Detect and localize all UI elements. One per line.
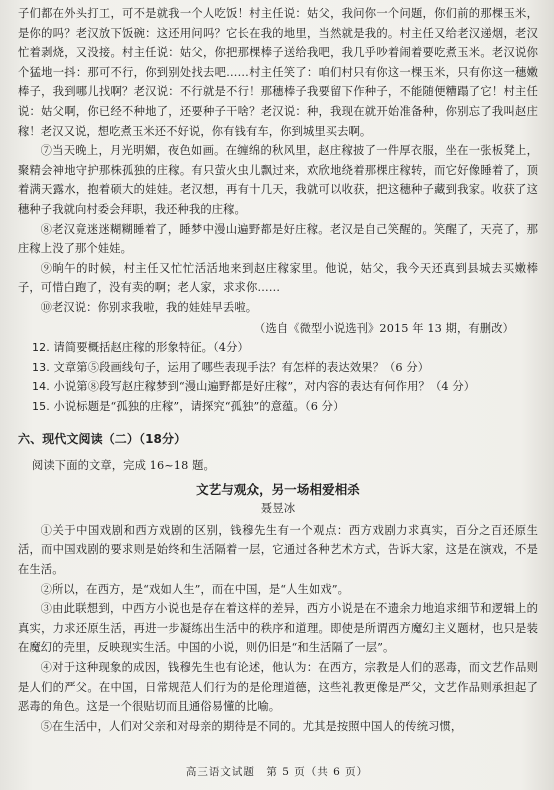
question-text: 请简要概括赵庄稼的形象特征。（4分） bbox=[53, 341, 249, 355]
story-paragraph-9: ⑨晌午的时候，村主任又忙忙活活地来到赵庄稼家里。他说，姑父，我今天还真到县城去买嫩棒子，可惜白跑了，没有卖的啊；老人家，求求你…… bbox=[18, 261, 538, 295]
story-paragraph-8: ⑧老汉竟迷迷糊糊睡着了，睡梦中漫山遍野都是好庄稼。老汉是自己笑醒的。笑醒了，天亮了，那庄稼上没了那个娃娃。 bbox=[18, 222, 538, 256]
question-number: 12. bbox=[32, 341, 50, 355]
question-text: 小说第⑧段写赵庄稼梦到“漫山遍野都是好庄稼”，对内容的表达有何作用？（4 分） bbox=[53, 380, 476, 394]
essay-paragraph-5: ⑤在生活中，人们对父亲和对母亲的期待是不同的。尤其是按照中国人的传统习惯， bbox=[40, 719, 463, 733]
page-content bbox=[18, 4, 538, 736]
essay-paragraph-3: ③由此联想到，中西方小说也是存在着这样的差异，西方小说是在不遗余力地追求细节和逻辑上的真实，力求还原生活，再进一步凝练出生活中的秩序和道理。即使是所谓西方魔幻主义题材，也只是装在魔幻的壳里，反映现实生活。中国的小说，则仍旧是“和生活隔了一层”。 bbox=[18, 602, 538, 655]
page-footer: 高三语文试题 第 5 页（共 6 页） bbox=[185, 766, 369, 778]
question-number: 13. bbox=[32, 360, 50, 374]
question-number: 14. bbox=[32, 380, 50, 394]
question-item bbox=[18, 377, 538, 397]
question-list bbox=[18, 338, 538, 416]
question-item bbox=[18, 358, 538, 378]
question-item bbox=[18, 397, 538, 417]
essay-paragraph-1: ①关于中国戏剧和西方戏剧的区别，钱穆先生有一个观点：西方戏剧力求真实，百分之百还原生活，而中国戏剧的要求则是始终和生活隔着一层，它通过各种艺术方式，告诉大家，这是在演戏，不是在生活。 bbox=[18, 523, 538, 577]
question-text: 文章第⑤段画线句子，运用了哪些表现手法？有怎样的表达效果？（6 分） bbox=[53, 360, 430, 374]
essay-author: 聂昱冰 bbox=[260, 501, 296, 516]
question-number: 15. bbox=[32, 399, 50, 413]
section-heading: 六、现代文阅读（二）（18分） bbox=[18, 432, 187, 447]
story-source: （选自《微型小说选刊》2015 年 13 期，有删改） bbox=[254, 321, 514, 335]
essay-paragraph-4: ④对于这种现象的成因，钱穆先生也有论述，他认为：在西方，宗教是人们的恶毒，而文艺作品则是人们的严父。在中国，日常规范人们行为的是伦理道德，这些礼教更像是严父，文艺作品则承担起了恶毒的角色。这是一个很贴切而且通俗易懂的比喻。 bbox=[18, 661, 538, 714]
essay-paragraph-2: ②所以，在西方，是“戏如人生”，而在中国，是“人生如戏”。 bbox=[40, 582, 350, 596]
question-text: 小说标题是“孤独的庄稼”，请探究“孤独”的意蕴。（6 分） bbox=[53, 399, 345, 413]
essay-title: 文艺与观众，另一场相爱相杀 bbox=[196, 481, 360, 497]
story-paragraph-7: ⑦当天晚上，月光明媚，夜色如画。在缠绵的秋风里，赵庄稼披了一件厚衣服，坐在一张板凳上，聚精会神地守护那株孤独的庄稼。有只萤火虫儿飘过来，欢欣地绕着那棵庄稼转，而它好像睡着了，顶着满天露水，抱着硕大的娃娃。老汉想，再有十几天，我就可以收获，把这穗种子藏到我家。收获了这穗种子我就向村委会拜职，我还种我的庄稼。 bbox=[18, 144, 538, 216]
question-item bbox=[18, 338, 538, 358]
reading-instructions: 阅读下面的文章，完成 16~18 题。 bbox=[32, 459, 215, 473]
story-paragraph-continued: 子们都在外头打工，可不是就我一个人吃饭！村主任说：姑父，我问你一个问题，你们前的那棵玉米，是你的吗？老汉放下饭碗：这还用问吗？它长在我的地里，当然就是我的。村主任又给老汉递烟，老汉忙着剥烧，又没接。村主任说：姑父，你把那棵棒子送给我吧，我几乎吵着闹着要吃煮玉米。老汉说你个猛地一抖：那可不行，你到别处找去吧……村主任笑了：咱们村只有你这一棵玉米，只有你这一穗嫩棒子，我到哪儿找啊？老汉说：不行就是不行！那穗棒子我要留下作种子，不能随便糟蹋了它！村主任说：姑父啊，你已经不种地了，还要种子干啥？老汉说：种，我现在就开始准备种，你别忘了我叫赵庄稼！老汉又说，想吃煮玉米还不好说，你有钱有车，你到城里买去啊。 bbox=[18, 7, 538, 138]
story-paragraph-10: ⑩老汉说：你别求我啦，我的娃娃早丢啦。 bbox=[40, 300, 258, 314]
